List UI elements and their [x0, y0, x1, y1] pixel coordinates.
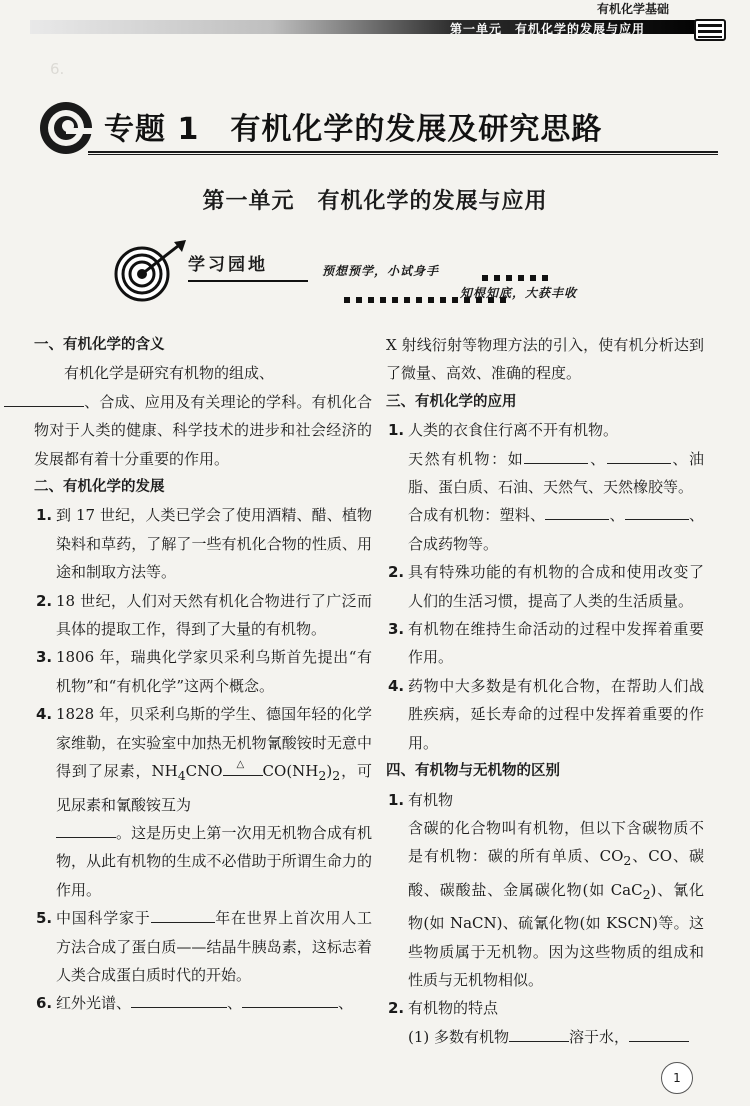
item-number: 3. [388, 620, 405, 639]
topic-underline [88, 151, 718, 153]
heating-arrow [223, 759, 263, 776]
item-text: ，可见尿素和氰酸铵互为 [56, 762, 372, 814]
page-number: 1 [661, 1062, 693, 1094]
text: )、氰化物(如 NaCN)、硫氰化物(如 KSCN)等。这些物质属于无机物。因为这些物质的组成和性质与无机物相似。 [408, 880, 704, 989]
item-text: 1828 年，贝采利乌斯的学生、德国年轻的化学家维勒，在实验室中加热无机物氰酸铵时无意中得到了尿素，NH [56, 705, 372, 781]
text: 、油脂、蛋白质、石油、天然气、天然橡胶等。 [408, 449, 704, 497]
text: 、合成、应用及有关理论的学科。有机化合物对于人类的健康、科学技术的进步和社会经济的发展都有着十分重要的作用。 [34, 392, 372, 468]
text: 溶于水， [569, 1027, 630, 1046]
header-unit-title: 第一单元 有机化学的发展与应用 [450, 22, 646, 36]
target-arrow-icon [112, 240, 188, 302]
fill-blank[interactable] [509, 1023, 569, 1042]
study-tagline-1: 预想预学，小试身手 [322, 264, 440, 278]
item-text: 有机物的特点 [408, 999, 499, 1018]
item-text: 具有特殊功能的有机物的合成和使用改变了人们的生活习惯，提高了人类的生活质量。 [408, 563, 704, 610]
app-item-2 [386, 558, 704, 615]
item-text: 18 世纪，人们对天然有机化合物进行了广泛而具体的提取工作，得到了大量的有机物。 [56, 591, 372, 639]
fill-blank[interactable] [56, 819, 116, 838]
item-number: 3. [36, 648, 53, 667]
diff-item-2 [386, 994, 704, 1022]
diff-item-1 [386, 786, 704, 814]
fill-blank[interactable] [131, 989, 227, 1008]
topic-title: 专题 1 有机化学的发展及研究思路 [104, 112, 603, 147]
app-item-3 [386, 615, 704, 672]
item-number: 1. [36, 506, 53, 525]
fill-blank[interactable] [4, 388, 84, 407]
item-text: 有机物在维持生命活动的过程中发挥着重要作用。 [408, 620, 704, 667]
natural-organics [386, 445, 704, 502]
synthetic-organics [386, 501, 704, 558]
fill-blank[interactable] [607, 445, 671, 464]
list-item-2 [34, 587, 372, 644]
text: 、合成药物等。 [408, 506, 704, 553]
item-number: 6. [36, 994, 53, 1013]
text: 有机化学是研究有机物的组成、 [64, 364, 275, 383]
unit-title: 第一单元 有机化学的发展与应用 [202, 188, 548, 214]
item-number: 2. [388, 999, 405, 1018]
text: (1) 多数有机物 [408, 1027, 510, 1046]
fill-blank[interactable] [625, 501, 689, 520]
spiral-logo-icon [38, 100, 94, 156]
list-item-1 [34, 501, 372, 586]
item-number: 1. [388, 421, 405, 440]
item-text: 人类的衣食住行离不开有机物。 [408, 421, 619, 440]
text: 、 [609, 506, 625, 525]
list-item-3 [34, 643, 372, 700]
subscript: 2 [318, 768, 327, 784]
book-stack-icon [692, 10, 730, 46]
item-text: 红外光谱、 [56, 994, 132, 1013]
item-text: 。这是历史上第一次用无机物合成有机物，从此有机物的生成不必借助于所谓生命力的作用。 [56, 823, 372, 899]
text: 含碳的化合物叫有机物，但以下含碳物质不是有机物：碳的所有单质、CO [408, 818, 704, 866]
continued-text: X 射线衍射等物理方法的引入，使有机分析达到了微量、高效、准确的程度。 [386, 336, 704, 383]
fill-blank[interactable] [242, 989, 338, 1008]
section-heading-2: 二、有机化学的发展 [34, 479, 165, 496]
item-text: 到 17 世纪，人类已学会了使用酒精、醋、植物染料和草药，了解了一些有机化合物的性质、用途和制取方法等。 [56, 506, 372, 582]
study-section-title: 学习园地 [188, 255, 268, 275]
item-number: 4. [388, 676, 405, 695]
organic-property-1 [386, 1023, 704, 1051]
item-number: 4. [36, 705, 53, 724]
item-text: CO(NH [262, 762, 319, 781]
item-text: 1806 年，瑞典化学家贝采利乌斯首先提出“有机物”和“有机化学”这两个概念。 [56, 648, 372, 695]
item-number: 1. [388, 790, 405, 809]
app-item-4 [386, 672, 704, 757]
item-text: 中国科学家于 [56, 909, 151, 928]
right-column [386, 331, 704, 1051]
item-text: CNO [185, 762, 223, 781]
item-number: 2. [36, 591, 53, 610]
subscript: 2 [642, 886, 651, 902]
study-tagline-2: 知根知底，大获丰收 [460, 286, 578, 300]
list-item-5 [34, 904, 372, 989]
text: 天然有机物：如 [408, 449, 525, 468]
text: 合成有机物：塑料、 [408, 506, 546, 525]
bleed-through-text: 6. [50, 60, 65, 78]
paragraph-definition [34, 359, 372, 473]
section-heading-4: 四、有机物与无机物的区别 [386, 763, 560, 780]
item-text: 、 [338, 994, 354, 1013]
app-item-1 [386, 416, 704, 444]
book-title: 有机化学基础 [597, 2, 670, 16]
left-column [34, 331, 372, 1018]
fill-blank[interactable] [629, 1023, 689, 1042]
section-heading-1: 一、有机化学的含义 [34, 337, 165, 353]
item-text: ) [326, 762, 333, 781]
organic-definition [386, 814, 704, 994]
topic-underline-thin [88, 154, 718, 155]
square-dots-1 [482, 266, 554, 285]
item-text: 有机物 [408, 790, 454, 809]
heat-symbol: △ [236, 759, 245, 771]
item-number: 5. [36, 909, 53, 928]
fill-blank[interactable] [524, 445, 588, 464]
list-item-6 [34, 989, 372, 1017]
fill-blank[interactable] [545, 501, 609, 520]
subscript: 4 [177, 768, 186, 784]
item-text: 、 [227, 994, 243, 1013]
subscript: 2 [332, 768, 341, 784]
study-underline [188, 280, 308, 282]
item-text: 药物中大多数是有机化合物，在帮助人们战胜疾病，延长寿命的过程中发挥着重要的作用。 [408, 676, 704, 752]
section-heading-3: 三、有机化学的应用 [386, 393, 517, 410]
text: 、 [588, 449, 607, 468]
fill-blank[interactable] [151, 904, 215, 923]
subscript: 2 [623, 853, 632, 869]
text: 、CO、碳酸、碳酸盐、金属碳化物(如 CaC [408, 847, 704, 899]
list-item-4 [34, 700, 372, 904]
item-number: 2. [388, 563, 405, 582]
item-text: 年在世界上首次用人工方法合成了蛋白质——结晶牛胰岛素，这标志着人类合成蛋白质时代的开始。 [56, 909, 372, 984]
